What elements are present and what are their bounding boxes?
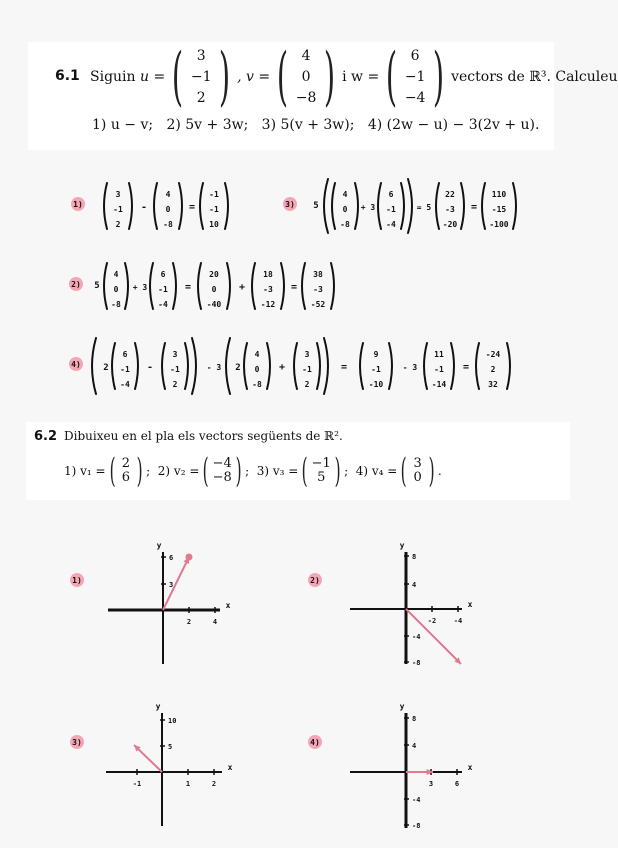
exercise-statement: Dibuixeu en el pla els vectors següents de ℝ². — [64, 429, 343, 443]
vector-v4: ( 3 0 ) — [400, 451, 435, 491]
v3-label: 3) v₃ = — [256, 464, 299, 478]
vector-entry: -52 — [310, 300, 326, 309]
vector-endpoint — [186, 554, 193, 561]
equals-sign: = — [340, 362, 348, 373]
y-tick-label: -8 — [412, 822, 421, 830]
solution-label: 4) — [71, 360, 81, 369]
u-label: u = — [140, 69, 166, 85]
vector-entry: -1 — [158, 285, 168, 294]
vector-entry: 2 — [490, 365, 496, 374]
v1-label: 1) v₁ = — [64, 464, 106, 478]
solution-label: 1) — [72, 576, 82, 585]
vector-component: 6 — [121, 470, 130, 485]
statement-tail: vectors de ℝ³. Calculeu — [451, 69, 618, 85]
vector-v1: ( 2 6 ) — [109, 451, 143, 491]
vector-entry: -4 — [158, 300, 168, 309]
equals-sign: = — [462, 362, 470, 373]
x-tick-label: -4 — [453, 617, 463, 625]
vector-entry: 0 — [165, 205, 171, 214]
y-tick-label: -4 — [412, 796, 421, 804]
y-tick-label: 5 — [168, 743, 173, 751]
x-axis-label: x — [225, 601, 231, 610]
vector-component: 4 — [301, 47, 311, 64]
vector-entry: -8 — [163, 220, 173, 229]
vector-entry: -8 — [252, 380, 262, 389]
vector-entry: 6 — [122, 350, 128, 359]
vector-entry: 2 — [172, 380, 178, 389]
plus-sign: + — [238, 282, 246, 293]
vector-component: −8 — [212, 470, 232, 485]
vector-entry: 10 — [209, 220, 219, 229]
equals-sign: = — [290, 282, 298, 293]
vector-entry: 3 — [304, 350, 310, 359]
vector-u: ( 3 −1 2 ) — [172, 40, 231, 114]
exercise-number: 6.2 — [34, 429, 58, 444]
equals-sign: = — [184, 282, 192, 293]
vector-entry: -3 — [313, 285, 323, 294]
vector-component: 2 — [196, 89, 206, 106]
vector-entry: 32 — [488, 380, 498, 389]
x-axis-label: x — [227, 763, 233, 772]
vector-component: −4 — [212, 456, 232, 471]
vector-entry: -40 — [206, 300, 222, 309]
vector-entry: -1 — [120, 365, 130, 374]
solution-label: 4) — [310, 738, 320, 747]
equals-sign: = — [470, 202, 478, 213]
x-tick-label: 4 — [212, 618, 218, 626]
vector-component: 3 — [413, 456, 422, 471]
vector-v3: ( −1 5 ) — [302, 451, 341, 491]
vector-entry: 6 — [388, 190, 394, 199]
vector-entry: 6 — [160, 270, 166, 279]
intro-text: Siguin — [90, 69, 136, 85]
coefficient: 5 — [313, 201, 319, 211]
vector-entry: 0 — [342, 205, 348, 214]
operator: + 3 — [132, 283, 148, 292]
vector-entry: 3 — [115, 190, 121, 199]
vector-component: 3 — [196, 47, 206, 64]
x-axis-label: x — [467, 763, 473, 772]
vector-v: ( 4 0 −8 ) — [277, 40, 336, 114]
vector-entry: -15 — [491, 205, 507, 214]
vector-component: −1 — [190, 68, 212, 85]
vector-component: 6 — [410, 47, 420, 64]
vector-entry: -8 — [111, 300, 121, 309]
vector-component: 0 — [413, 470, 422, 485]
y-tick-label: 4 — [412, 581, 417, 589]
vector-entry: -1 — [113, 205, 123, 214]
equals-sign: = — [188, 202, 196, 213]
vector-entry: 0 — [254, 365, 260, 374]
vector-entry: 20 — [209, 270, 219, 279]
vector-arrow — [163, 557, 189, 610]
y-tick-label: 8 — [412, 715, 417, 723]
operator: - 3 — [402, 363, 418, 372]
arrow-head — [427, 769, 433, 775]
vector-entry: -1 — [371, 365, 381, 374]
vector-entry: -4 — [120, 380, 130, 389]
vector-entry: -3 — [445, 205, 455, 214]
vector-entry: 9 — [373, 350, 379, 359]
vector-entry: 110 — [491, 190, 507, 199]
vector-entry: -8 — [340, 220, 350, 229]
vector-entry: 4 — [165, 190, 171, 199]
coefficient: 2 — [235, 363, 241, 373]
y-tick-label: 6 — [169, 554, 174, 562]
vector-entry: 4 — [254, 350, 260, 359]
x-axis-label: x — [467, 600, 473, 609]
vector-entry: -1 — [209, 190, 219, 199]
vector-entry: -1 — [386, 205, 396, 214]
v4-label: 4) v₄ = — [355, 464, 398, 478]
vector-entry: 18 — [263, 270, 273, 279]
vector-entry: -3 — [263, 285, 273, 294]
x-tick-label: -2 — [427, 617, 437, 625]
vector-component: −8 — [295, 89, 317, 106]
vector-entry: 38 — [313, 270, 323, 279]
vector-entry: -100 — [489, 220, 509, 229]
vector-w: ( 6 −1 −4 ) — [386, 40, 445, 114]
vector-entry: 0 — [113, 285, 119, 294]
vector-entry: -10 — [368, 380, 384, 389]
vector-entry: -12 — [260, 300, 276, 309]
y-axis-label: y — [156, 541, 162, 550]
plus-sign: + — [278, 362, 286, 373]
x-tick-label: 3 — [428, 780, 434, 788]
vector-component: 5 — [317, 470, 326, 485]
vector-component: 0 — [301, 68, 311, 85]
vector-entry: -1 — [209, 205, 219, 214]
vector-entry: -1 — [302, 365, 312, 374]
x-tick-label: 6 — [454, 780, 460, 788]
solution-label: 2) — [310, 576, 320, 585]
operator: = 5 — [416, 203, 432, 212]
y-tick-label: -8 — [412, 659, 421, 667]
v2-label: 2) v₂ = — [157, 464, 200, 478]
vector-entry: -1 — [434, 365, 444, 374]
vector-entry: 2 — [304, 380, 310, 389]
solution-label: 3) — [72, 738, 82, 747]
vector-component: −4 — [404, 89, 426, 106]
vector-v2: ( −4 −8 ) — [203, 451, 242, 491]
vector-entry: 4 — [113, 270, 119, 279]
vector-entry: 2 — [115, 220, 121, 229]
vector-entry: 4 — [342, 190, 348, 199]
y-axis-label: y — [399, 702, 405, 711]
y-tick-label: -4 — [412, 633, 421, 641]
vector-component: −1 — [404, 68, 426, 85]
operator: + 3 — [360, 203, 376, 212]
vector-entry: -14 — [431, 380, 447, 389]
vectors-list: 1) v₁ = ( 2 6 ) ; 2) v₂ = ( −4 −8 ) ; 3) v₃ = ( −1 5 ) ; 4) v₄ = ( 3 0 ) . — [64, 451, 442, 491]
y-tick-label: 3 — [169, 581, 174, 589]
y-tick-label: 4 — [412, 742, 417, 750]
x-tick-label: 1 — [185, 780, 191, 788]
vector-entry: -24 — [485, 350, 501, 359]
vector-component: 2 — [121, 456, 130, 471]
coefficient: 5 — [94, 281, 100, 291]
y-tick-label: 10 — [168, 717, 177, 725]
tasks-list: 1) u − v; 2) 5v + 3w; 3) 5(v + 3w); 4) (2w − u) − 3(2v + u). — [92, 117, 540, 133]
solution-label: 3) — [285, 200, 295, 209]
y-axis-label: y — [399, 541, 405, 550]
y-tick-label: 8 — [412, 553, 417, 561]
coefficient: 2 — [103, 363, 109, 373]
vector-entry: -20 — [442, 220, 458, 229]
minus-sign: - — [140, 202, 148, 213]
vector-entry: 3 — [172, 350, 178, 359]
y-axis-label: y — [155, 702, 161, 711]
vector-entry: -1 — [170, 365, 180, 374]
operator: - 3 — [206, 363, 222, 372]
w-label: i w = — [342, 69, 380, 85]
vector-entry: -4 — [386, 220, 396, 229]
x-tick-label: 2 — [186, 618, 192, 626]
exercise-number: 6.1 — [55, 68, 80, 84]
vector-entry: 0 — [211, 285, 217, 294]
v-label: , v = — [237, 69, 271, 85]
x-tick-label: 2 — [211, 780, 217, 788]
vector-component: −1 — [311, 456, 331, 471]
minus-sign: - — [146, 362, 154, 373]
solution-label: 2) — [71, 280, 81, 289]
vector-entry: 22 — [445, 190, 455, 199]
x-tick-label: -1 — [132, 780, 142, 788]
solution-label: 1) — [73, 200, 83, 209]
vector-entry: 11 — [434, 350, 444, 359]
